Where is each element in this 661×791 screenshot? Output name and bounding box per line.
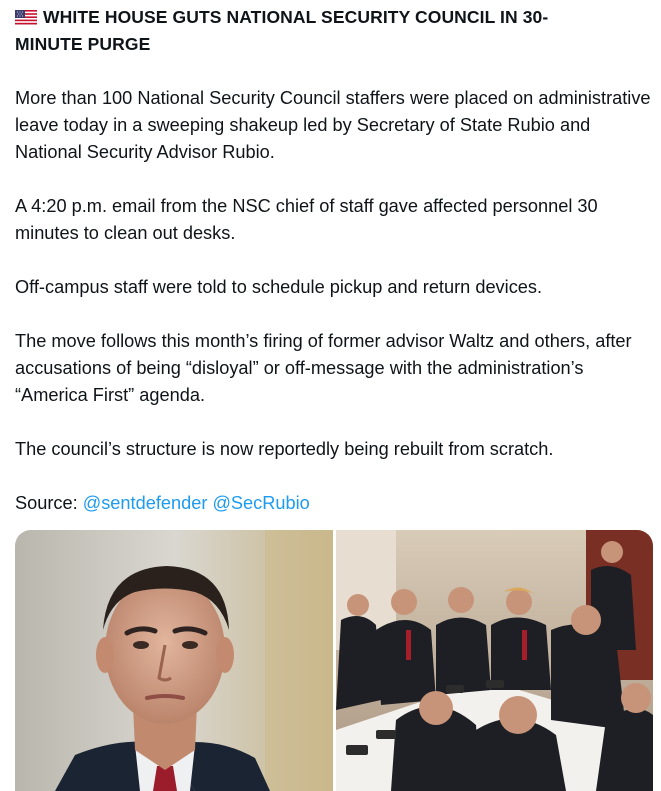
paragraph-4: The move follows this month’s firing of former advisor Waltz and others, after accusations of being “disloyal” or off-message with the administration’s “America First” agenda. [15,331,632,405]
headline-line-1: WHITE HOUSE GUTS NATIONAL SECURITY COUNCIL IN 30- [43,7,549,27]
paragraph-5: The council’s structure is now reportedly being rebuilt from scratch. [15,439,554,459]
post-body [15,0,653,517]
mention-link-secrubio[interactable]: @SecRubio [212,493,310,513]
source-label: Source: [15,493,78,513]
headline-line-2: MINUTE PURGE [15,34,151,54]
mention-link-sentdefender[interactable]: @sentdefender [82,493,208,513]
paragraph-3: Off-campus staff were told to schedule pickup and return devices. [15,277,543,297]
paragraph-1: More than 100 National Security Council staffers were placed on administrative leave today in a sweeping shakeup led by Secretary of State Rubio and National Security Advisor Rubio. [15,88,651,162]
paragraph-2: A 4:20 p.m. email from the NSC chief of staff gave affected personnel 30 minutes to clean out desks. [15,196,598,243]
photo-meeting[interactable] [336,530,654,791]
photo-portrait[interactable] [15,530,333,791]
media-grid [15,530,653,791]
post-headline [15,4,653,58]
us-flag-icon [15,10,37,25]
source-line [15,490,653,517]
